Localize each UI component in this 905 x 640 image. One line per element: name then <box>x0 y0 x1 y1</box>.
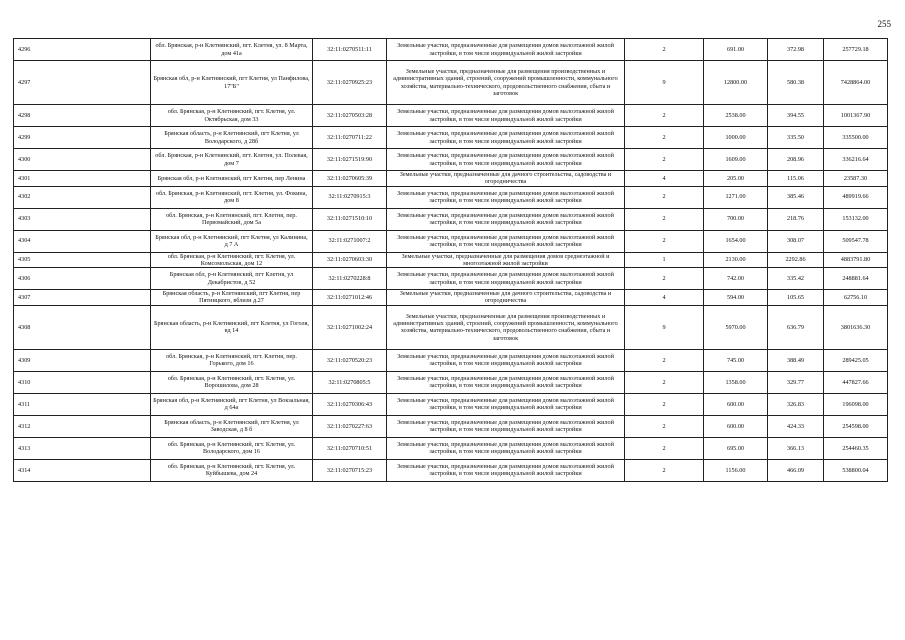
row-group-code: 2 <box>625 149 704 171</box>
row-specific-value: 326.83 <box>768 393 824 415</box>
row-address: обл. Брянская, р-н Клетнянский, пгт. Клетня, ул. Володарского, дом 16 <box>151 437 313 459</box>
land-registry-table <box>13 38 888 482</box>
row-specific-value: 385.46 <box>768 186 824 208</box>
row-specific-value: 394.55 <box>768 105 824 127</box>
row-area: 1358.00 <box>704 371 768 393</box>
row-cadastral-value: 254460.35 <box>824 437 888 459</box>
row-land-purpose: Земельные участки, предназначенные для размещения домов малоэтажной жилой застройки, в том числе индивидуальной жилой застройки <box>387 437 625 459</box>
table-row <box>14 105 888 127</box>
row-cadastral-number: 32:11:0270520:23 <box>313 349 387 371</box>
row-cadastral-value: 3801636.30 <box>824 305 888 349</box>
row-address: обл. Брянская, р-н Клетнянский, пгт. Клетня, ул. Куйбышева, дом 24 <box>151 459 313 481</box>
table-row <box>14 230 888 252</box>
row-cadastral-value: 254598.00 <box>824 415 888 437</box>
row-group-code: 9 <box>625 61 704 105</box>
row-number: 4314 <box>14 459 151 481</box>
row-cadastral-value: 489919.66 <box>824 186 888 208</box>
row-area: 2130.00 <box>704 252 768 268</box>
row-area: 691.00 <box>704 39 768 61</box>
row-land-purpose: Земельные участки, предназначенные для размещения домов малоэтажной жилой застройки, в том числе индивидуальной жилой застройки <box>387 186 625 208</box>
table-body <box>14 39 888 482</box>
row-group-code: 2 <box>625 371 704 393</box>
row-group-code: 2 <box>625 39 704 61</box>
row-specific-value: 636.79 <box>768 305 824 349</box>
row-number: 4311 <box>14 393 151 415</box>
row-land-purpose: Земельные участки, предназначенные для размещения домов малоэтажной жилой застройки, в том числе индивидуальной жилой застройки <box>387 349 625 371</box>
row-number: 4308 <box>14 305 151 349</box>
row-area: 695.00 <box>704 437 768 459</box>
row-number: 4307 <box>14 290 151 306</box>
row-address: обл. Брянская, р-н Клетнянский, пгт. Клетня, ул. 8 Марта, дом 41а <box>151 39 313 61</box>
row-number: 4299 <box>14 127 151 149</box>
row-address: Брянская область, р-н Клетнянский, пгт Клетня, ул Заводская, д 8 б <box>151 415 313 437</box>
row-number: 4304 <box>14 230 151 252</box>
row-land-purpose: Земельные участки, предназначенные для размещения домов малоэтажной жилой застройки, в том числе индивидуальной жилой застройки <box>387 127 625 149</box>
row-cadastral-number: 32:11:0271002:24 <box>313 305 387 349</box>
row-cadastral-number: 32:11:0270711:22 <box>313 127 387 149</box>
row-group-code: 2 <box>625 437 704 459</box>
row-cadastral-value: 4883791.80 <box>824 252 888 268</box>
row-cadastral-value: 257729.18 <box>824 39 888 61</box>
row-cadastral-number: 32:11:0270925:23 <box>313 61 387 105</box>
row-area: 1271.00 <box>704 186 768 208</box>
row-land-purpose: Земельные участки, предназначенные для размещения домов малоэтажной жилой застройки, в том числе индивидуальной жилой застройки <box>387 459 625 481</box>
row-land-purpose: Земельные участки, предназначенные для размещения домов малоэтажной жилой застройки, в том числе индивидуальной жилой застройки <box>387 268 625 290</box>
row-area: 12800.00 <box>704 61 768 105</box>
row-address: Брянская область, р-н Клетнянский, пгт Клетня, ул Володарского, д 28б <box>151 127 313 149</box>
row-area: 600.00 <box>704 393 768 415</box>
row-group-code: 1 <box>625 252 704 268</box>
row-number: 4303 <box>14 208 151 230</box>
row-specific-value: 424.33 <box>768 415 824 437</box>
row-area: 1156.00 <box>704 459 768 481</box>
row-number: 4300 <box>14 149 151 171</box>
row-address: обл. Брянская, р-н Клетнянский, пгт. Клетня, ул. Ворошилова, дом 28 <box>151 371 313 393</box>
row-land-purpose: Земельные участки, предназначенные для размещения домов малоэтажной жилой застройки, в том числе индивидуальной жилой застройки <box>387 393 625 415</box>
row-address: обл. Брянская, р-н Клетнянский, пгт. Клетня, пер. Горького, дом 16 <box>151 349 313 371</box>
row-cadastral-value: 1001367.90 <box>824 105 888 127</box>
row-specific-value: 335.50 <box>768 127 824 149</box>
table-row <box>14 290 888 306</box>
row-number: 4312 <box>14 415 151 437</box>
row-group-code: 2 <box>625 230 704 252</box>
page-number: 255 <box>877 19 891 29</box>
row-area: 600.00 <box>704 415 768 437</box>
row-group-code: 9 <box>625 305 704 349</box>
row-area: 5970.00 <box>704 305 768 349</box>
row-cadastral-value: 335500.00 <box>824 127 888 149</box>
row-cadastral-value: 62756.10 <box>824 290 888 306</box>
table-row <box>14 61 888 105</box>
row-area: 2538.00 <box>704 105 768 127</box>
table-row <box>14 208 888 230</box>
row-cadastral-value: 153132.00 <box>824 208 888 230</box>
table-row <box>14 305 888 349</box>
row-address: Брянская обл, р-н Клетнянский, пгт Клетня, ул Вокзальная, д 64а <box>151 393 313 415</box>
table-row <box>14 393 888 415</box>
row-land-purpose: Земельные участки, предназначенные для размещения домов малоэтажной жилой застройки, в том числе индивидуальной жилой застройки <box>387 39 625 61</box>
row-specific-value: 329.77 <box>768 371 824 393</box>
row-group-code: 2 <box>625 105 704 127</box>
row-specific-value: 580.38 <box>768 61 824 105</box>
row-specific-value: 208.96 <box>768 149 824 171</box>
row-address: обл. Брянская, р-н Клетнянский, пгт. Клетня, ул. Комсомольская, дом 12 <box>151 252 313 268</box>
row-cadastral-value: 196098.00 <box>824 393 888 415</box>
row-cadastral-number: 32:11:0270228:8 <box>313 268 387 290</box>
row-land-purpose: Земельные участки, предназначенные для размещения домов малоэтажной жилой застройки, в том числе индивидуальной жилой застройки <box>387 230 625 252</box>
row-land-purpose: Земельные участки, предназначенные для размещения домов малоэтажной жилой застройки, в том числе индивидуальной жилой застройки <box>387 415 625 437</box>
table-row <box>14 171 888 187</box>
row-area: 742.00 <box>704 268 768 290</box>
row-specific-value: 366.13 <box>768 437 824 459</box>
row-cadastral-value: 23587.30 <box>824 171 888 187</box>
row-area: 700.00 <box>704 208 768 230</box>
row-cadastral-number: 32:11:0270511:11 <box>313 39 387 61</box>
row-area: 205.00 <box>704 171 768 187</box>
row-cadastral-number: 32:11:0270605:39 <box>313 171 387 187</box>
row-group-code: 2 <box>625 393 704 415</box>
row-cadastral-number: 32:11:0270306:43 <box>313 393 387 415</box>
row-land-purpose: Земельные участки, предназначенные для размещения производственных и административных зданий, строений, сооружений промышленности, коммунального хозяйства, материально-технического, продовольственного снабжения, сбыта и заготовок <box>387 61 625 105</box>
row-number: 4305 <box>14 252 151 268</box>
row-cadastral-value: 7428864.00 <box>824 61 888 105</box>
row-cadastral-value: 447827.66 <box>824 371 888 393</box>
row-land-purpose: Земельные участки, предназначенные для размещения домов малоэтажной жилой застройки, в том числе индивидуальной жилой застройки <box>387 371 625 393</box>
row-cadastral-number: 32:11:0270503:28 <box>313 105 387 127</box>
row-cadastral-number: 32:11:0270603:30 <box>313 252 387 268</box>
row-specific-value: 335.42 <box>768 268 824 290</box>
row-cadastral-number: 32:11:0270805:5 <box>313 371 387 393</box>
table-row <box>14 39 888 61</box>
table-row <box>14 127 888 149</box>
row-land-purpose: Земельные участки, предназначенные для размещения домов малоэтажной жилой застройки, в том числе индивидуальной жилой застройки <box>387 105 625 127</box>
row-group-code: 2 <box>625 208 704 230</box>
row-cadastral-number: 32:11:0271519:90 <box>313 149 387 171</box>
row-address: обл. Брянская, р-н Клетнянский, пгт. Клетня, ул. Октябрьская, дом 33 <box>151 105 313 127</box>
row-number: 4309 <box>14 349 151 371</box>
row-group-code: 4 <box>625 171 704 187</box>
row-cadastral-number: 32:11:0270715:23 <box>313 459 387 481</box>
row-land-purpose: Земельные участки, предназначенные для размещения производственных и административных зданий, строений, сооружений промышленности, коммунального хозяйства, материально-технического, продовольственного снабжения, сбыта и заготовок <box>387 305 625 349</box>
row-cadastral-number: 32:11:0270710:51 <box>313 437 387 459</box>
row-cadastral-number: 32:11:0271510:10 <box>313 208 387 230</box>
row-group-code: 2 <box>625 459 704 481</box>
row-specific-value: 105.65 <box>768 290 824 306</box>
table-row <box>14 349 888 371</box>
row-area: 1609.00 <box>704 149 768 171</box>
row-specific-value: 388.49 <box>768 349 824 371</box>
row-cadastral-value: 509547.78 <box>824 230 888 252</box>
row-group-code: 2 <box>625 349 704 371</box>
row-address: обл. Брянская, р-н Клетнянский, пгт. Клетня, пер. Первомайский, дом 5а <box>151 208 313 230</box>
table-row <box>14 268 888 290</box>
table-row <box>14 149 888 171</box>
row-number: 4313 <box>14 437 151 459</box>
row-cadastral-value: 538800.04 <box>824 459 888 481</box>
row-land-purpose: Земельные участки, предназначенные для дачного строительства, садоводства и огородничества <box>387 290 625 306</box>
row-cadastral-number: 32:11:0271007:2 <box>313 230 387 252</box>
row-area: 594.00 <box>704 290 768 306</box>
row-group-code: 2 <box>625 127 704 149</box>
row-address: Брянская обл, р-н Клетнянский, пгт Клетня, ул Калинина, д 7 А <box>151 230 313 252</box>
row-area: 745.00 <box>704 349 768 371</box>
row-number: 4296 <box>14 39 151 61</box>
row-specific-value: 115.06 <box>768 171 824 187</box>
row-cadastral-number: 32:11:0270227:63 <box>313 415 387 437</box>
row-address: Брянская обл, р-н Клетнянский, пгт Клетня, ул Панфилова, 17"Б" <box>151 61 313 105</box>
row-specific-value: 308.07 <box>768 230 824 252</box>
row-cadastral-value: 289425.05 <box>824 349 888 371</box>
row-address: обл. Брянская, р-н Клетнянский, пгт. Клетня, ул. Полевая, дом 7 <box>151 149 313 171</box>
row-number: 4302 <box>14 186 151 208</box>
row-group-code: 2 <box>625 186 704 208</box>
row-number: 4298 <box>14 105 151 127</box>
row-number: 4310 <box>14 371 151 393</box>
row-area: 1000.00 <box>704 127 768 149</box>
table-row <box>14 252 888 268</box>
table-row <box>14 415 888 437</box>
row-land-purpose: Земельные участки, предназначенные для размещения домов малоэтажной жилой застройки, в том числе индивидуальной жилой застройки <box>387 149 625 171</box>
row-address: Брянская обл, р-н Клетнянский, пгт Клетня, ул Декабристов, д 52 <box>151 268 313 290</box>
row-address: обл. Брянская, р-н Клетнянский, пгт. Клетня, ул. Фокина, дом 8 <box>151 186 313 208</box>
row-land-purpose: Земельные участки, предназначенные для дачного строительства, садоводства и огородничества <box>387 171 625 187</box>
row-specific-value: 218.76 <box>768 208 824 230</box>
row-address: Брянская область, р-н Клетнянский, пгт Клетня, ул Гоголя, вд 14 <box>151 305 313 349</box>
row-specific-value: 372.98 <box>768 39 824 61</box>
row-number: 4306 <box>14 268 151 290</box>
row-group-code: 2 <box>625 415 704 437</box>
table-row <box>14 459 888 481</box>
row-group-code: 4 <box>625 290 704 306</box>
table-row <box>14 437 888 459</box>
row-cadastral-value: 248881.64 <box>824 268 888 290</box>
row-number: 4297 <box>14 61 151 105</box>
row-specific-value: 466.09 <box>768 459 824 481</box>
row-cadastral-number: 32:11:0270915:3 <box>313 186 387 208</box>
row-cadastral-value: 336216.64 <box>824 149 888 171</box>
table-row <box>14 371 888 393</box>
row-specific-value: 2292.86 <box>768 252 824 268</box>
row-area: 1654.00 <box>704 230 768 252</box>
row-land-purpose: Земельные участки, предназначенные для размещения домов малоэтажной жилой застройки, в том числе индивидуальной жилой застройки <box>387 208 625 230</box>
row-address: Брянская обл, р-н Клетнянский, пгт Клетня, пер Ленина <box>151 171 313 187</box>
row-number: 4301 <box>14 171 151 187</box>
row-land-purpose: Земельные участки, предназначенные для размещения домов среднеэтажной и многоэтажной жилой застройки <box>387 252 625 268</box>
row-address: Брянская область, р-н Клетнянский, пгт Клетня, пер Пятницкого, вблизи д.27 <box>151 290 313 306</box>
row-group-code: 2 <box>625 268 704 290</box>
row-cadastral-number: 32:11:0271012:46 <box>313 290 387 306</box>
table-row <box>14 186 888 208</box>
